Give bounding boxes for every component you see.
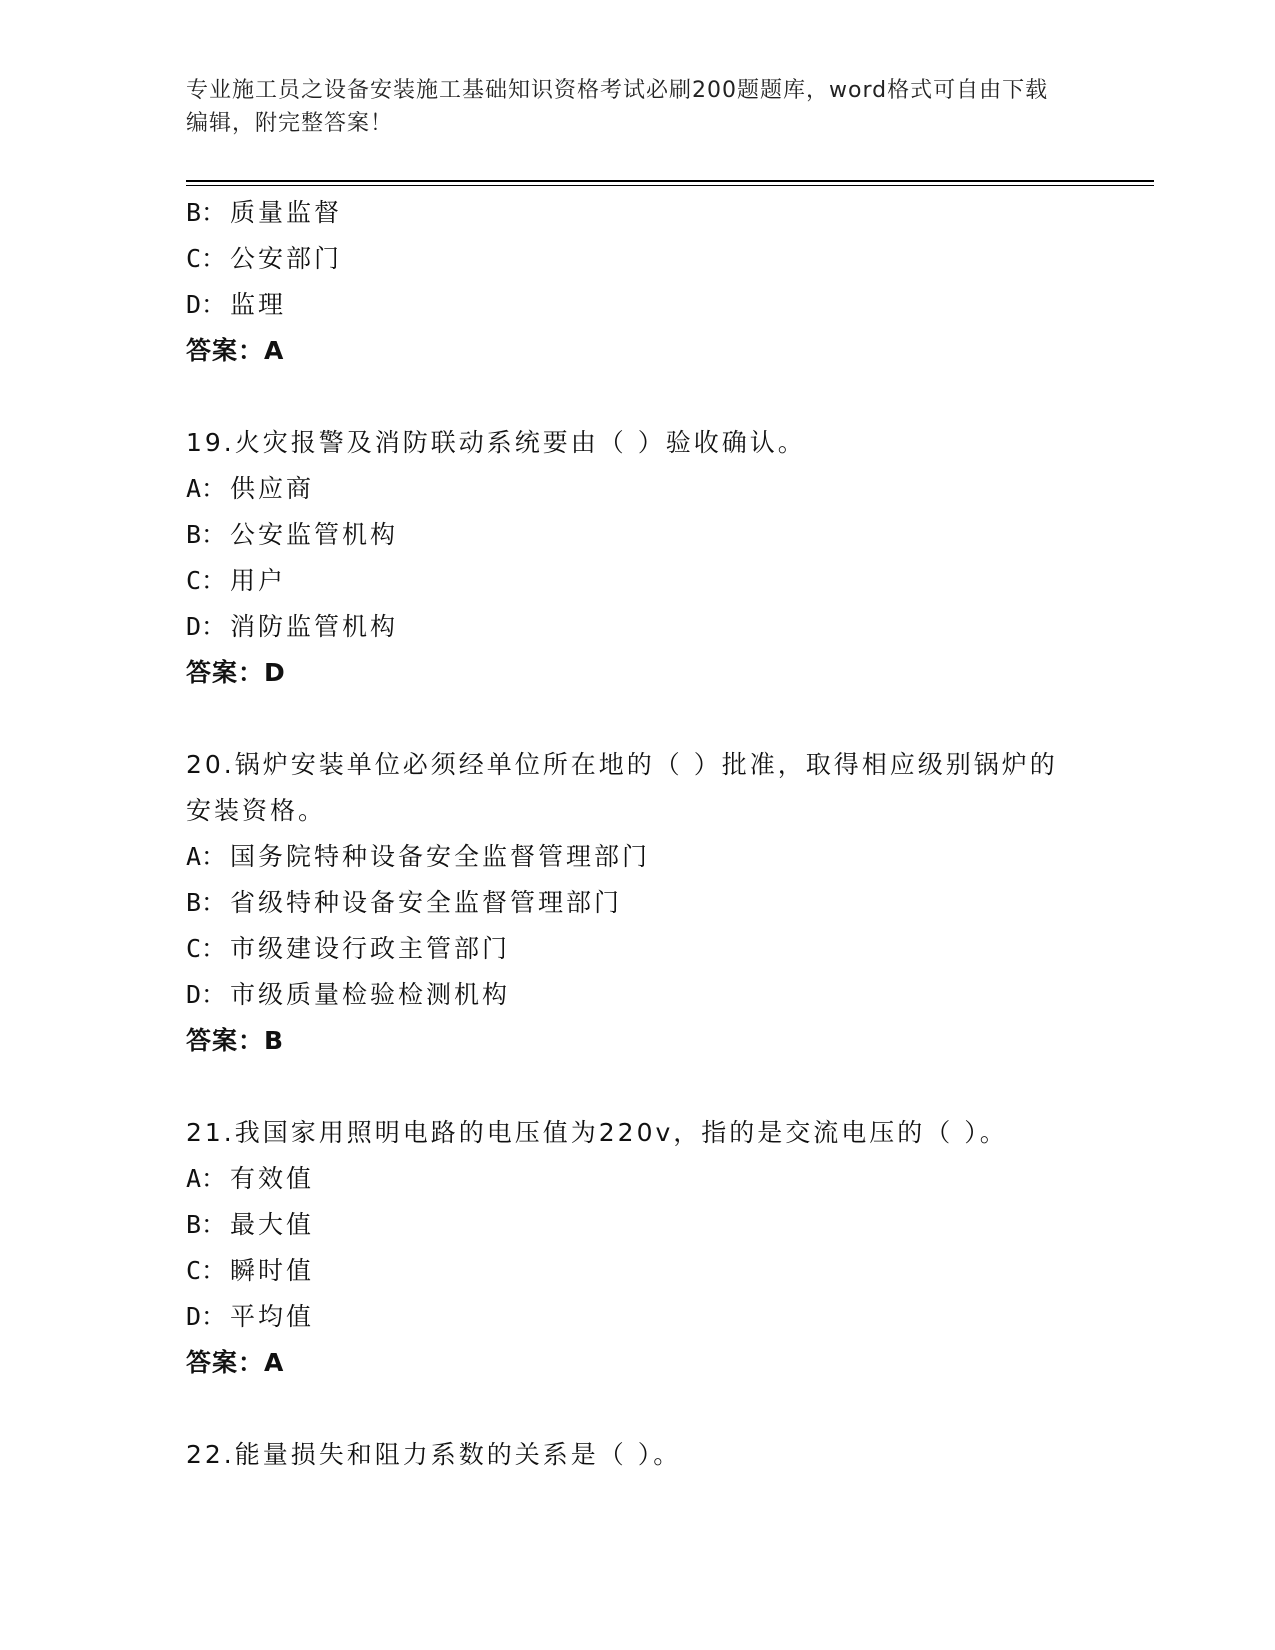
option-key: B： xyxy=(186,198,227,227)
option-key: B： xyxy=(186,888,227,917)
option-b xyxy=(186,1202,1086,1248)
answer-line: 答案：D xyxy=(186,658,286,687)
option-key: D： xyxy=(186,980,227,1009)
option-text: 有效值 xyxy=(230,1164,315,1193)
answer-line: 答案：A xyxy=(186,1348,285,1377)
question-list xyxy=(186,190,1086,1478)
option-text: 瞬时值 xyxy=(230,1256,315,1285)
option-a xyxy=(186,834,1086,880)
option-key: D： xyxy=(186,1302,227,1331)
question-stem: 20.锅炉安装单位必须经单位所在地的（ ）批准，取得相应级别锅炉的安装资格。 xyxy=(186,750,1058,825)
option-text: 供应商 xyxy=(230,474,315,503)
question-block-20 xyxy=(186,742,1086,1064)
option-d xyxy=(186,1294,1086,1340)
option-text: 公安部门 xyxy=(230,244,343,273)
spacer xyxy=(186,1386,1086,1432)
answer-line: 答案：A xyxy=(186,336,285,365)
question-stem: 19.火灾报警及消防联动系统要由（ ）验收确认。 xyxy=(186,428,806,457)
option-text: 最大值 xyxy=(230,1210,315,1239)
option-key: B： xyxy=(186,1210,227,1239)
question-block-19 xyxy=(186,420,1086,696)
option-key: D： xyxy=(186,290,227,319)
option-d xyxy=(186,282,1086,328)
option-b xyxy=(186,190,1086,236)
option-text: 平均值 xyxy=(230,1302,315,1331)
option-key: D： xyxy=(186,612,227,641)
option-key: C： xyxy=(186,566,227,595)
option-text: 省级特种设备安全监督管理部门 xyxy=(230,888,623,917)
option-text: 市级建设行政主管部门 xyxy=(230,934,511,963)
option-d xyxy=(186,604,1086,650)
option-c xyxy=(186,926,1086,972)
document-header: 专业施工员之设备安装施工基础知识资格考试必刷200题题库，word格式可自由下载编辑，附完整答案！ xyxy=(186,78,1049,136)
option-key: A： xyxy=(186,474,227,503)
spacer xyxy=(186,696,1086,742)
option-text: 国务院特种设备安全监督管理部门 xyxy=(230,842,651,871)
question-stem: 21.我国家用照明电路的电压值为220v，指的是交流电压的（ ）。 xyxy=(186,1118,1008,1147)
answer-line: 答案：B xyxy=(186,1026,285,1055)
option-key: C： xyxy=(186,1256,227,1285)
question-block-21 xyxy=(186,1110,1086,1386)
question-block-18 xyxy=(186,190,1086,374)
question-stem: 22.能量损失和阻力系数的关系是（ ）。 xyxy=(186,1440,682,1469)
option-c xyxy=(186,1248,1086,1294)
option-text: 公安监管机构 xyxy=(230,520,399,549)
option-a xyxy=(186,466,1086,512)
option-key: C： xyxy=(186,934,227,963)
option-text: 监理 xyxy=(230,290,287,319)
header-rule-thin xyxy=(186,185,1154,186)
option-text: 用户 xyxy=(230,566,287,595)
header-rule xyxy=(186,180,1154,182)
option-key: A： xyxy=(186,1164,227,1193)
option-key: B： xyxy=(186,520,227,549)
option-key: A： xyxy=(186,842,227,871)
option-key: C： xyxy=(186,244,227,273)
option-text: 市级质量检验检测机构 xyxy=(230,980,511,1009)
option-d xyxy=(186,972,1086,1018)
spacer xyxy=(186,1064,1086,1110)
question-block-22 xyxy=(186,1432,1086,1478)
option-a xyxy=(186,1156,1086,1202)
option-b xyxy=(186,512,1086,558)
spacer xyxy=(186,374,1086,420)
option-b xyxy=(186,880,1086,926)
option-c xyxy=(186,558,1086,604)
option-text: 消防监管机构 xyxy=(230,612,399,641)
option-c xyxy=(186,236,1086,282)
option-text: 质量监督 xyxy=(230,198,343,227)
